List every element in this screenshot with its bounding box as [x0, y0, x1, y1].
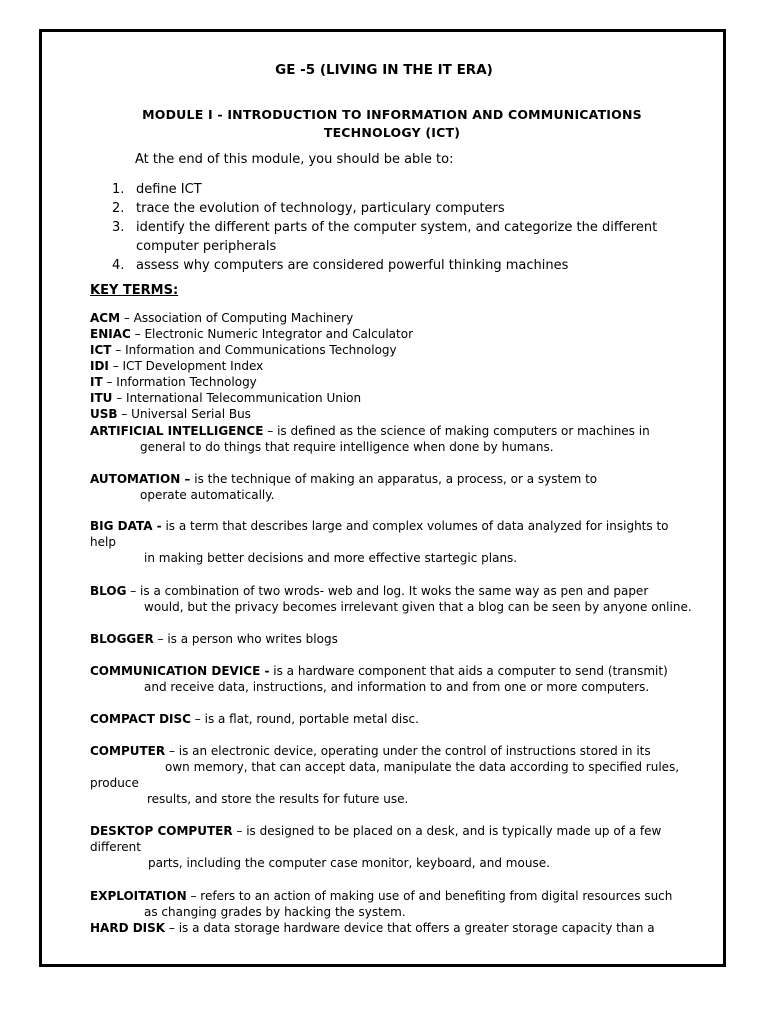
definition-text: is a term that describes large and complex volumes of data analyzed for insights to [161, 519, 669, 533]
definition-desktop-computer [90, 823, 694, 871]
objective-number: 2. [112, 201, 125, 216]
definition-term: COMPUTER [90, 744, 166, 758]
abbreviation-list [90, 310, 413, 422]
definition-text: – is a flat, round, portable metal disc. [190, 712, 419, 726]
definition-text: – refers to an action of making use of and benefiting from digital resources such [186, 889, 673, 903]
definition-text-continued: parts, including the computer case monitor, keyboard, and mouse. [148, 856, 550, 870]
definition-term: AUTOMATION – [90, 472, 191, 486]
definition-text-continued: own memory, that can accept data, manipulate the data according to specified rules, [165, 760, 680, 774]
abbreviation-definition: – International Telecommunication Union [112, 391, 362, 405]
abbreviation-definition: – Electronic Numeric Integrator and Calculator [130, 327, 413, 341]
definition-blogger [90, 631, 694, 647]
definition-text-continued: operate automatically. [140, 488, 275, 502]
definition-term: BIG DATA - [90, 519, 162, 533]
abbreviation-row [90, 374, 413, 390]
objective-text: define ICT [136, 182, 202, 197]
definition-term: COMMUNICATION DEVICE - [90, 664, 270, 678]
module-heading-line-1: MODULE I - INTRODUCTION TO INFORMATION AND COMMUNICATIONS [142, 107, 642, 122]
abbreviation: IDI [90, 359, 109, 373]
definition-term: BLOGGER [90, 632, 154, 646]
objective-text: identify the different parts of the computer system, and categorize the different [136, 220, 658, 235]
objective-item [112, 199, 692, 218]
definition-artificial-intelligence [90, 423, 694, 455]
intro-text: At the end of this module, you should be able to: [135, 152, 454, 167]
objective-item [112, 256, 692, 275]
module-heading [100, 106, 684, 142]
abbreviation-row [90, 390, 413, 406]
definition-text-continued: would, but the privacy becomes irrelevant given that a blog can be seen by anyone online. [144, 600, 692, 614]
objective-number: 3. [112, 220, 125, 235]
objective-item [112, 218, 692, 256]
definition-text-continued: produce [90, 776, 139, 790]
definition-term: DESKTOP COMPUTER [90, 824, 233, 838]
definition-term: EXPLOITATION [90, 889, 187, 903]
definition-text-continued: in making better decisions and more effective startegic plans. [144, 551, 518, 565]
abbreviation-definition: – Association of Computing Machinery [120, 311, 354, 325]
definition-text: – is a person who writes blogs [153, 632, 338, 646]
definition-text: – is a data storage hardware device that offers a greater storage capacity than a [165, 921, 655, 935]
abbreviation-definition: – Information Technology [102, 375, 257, 389]
abbreviation: IT [90, 375, 103, 389]
definition-communication-device [90, 663, 694, 695]
abbreviation-row [90, 406, 413, 422]
definition-compact-disc [90, 711, 694, 727]
definition-text-continued: general to do things that require intelligence when done by humans. [140, 440, 554, 454]
objective-text-continued: computer peripherals [136, 239, 277, 254]
abbreviation: ITU [90, 391, 113, 405]
definition-text: – is defined as the science of making computers or machines in [263, 424, 650, 438]
definition-text-continued: as changing grades by hacking the system. [144, 905, 406, 919]
objective-text: assess why computers are considered powerful thinking machines [136, 258, 569, 273]
abbreviation-row [90, 342, 413, 358]
abbreviation: ICT [90, 343, 112, 357]
definition-term: HARD DISK [90, 921, 166, 935]
objective-item [112, 180, 692, 199]
definition-text-continued: different [90, 840, 141, 854]
definition-computer [90, 743, 694, 807]
abbreviation-row [90, 310, 413, 326]
abbreviation-row [90, 358, 413, 374]
definition-text: – is a combination of two wrods- web and log. It woks the same way as pen and paper [126, 584, 649, 598]
objective-number: 1. [112, 182, 125, 197]
objective-text: trace the evolution of technology, particulary computers [136, 201, 505, 216]
abbreviation: ENIAC [90, 327, 131, 341]
definition-text-continued: help [90, 535, 116, 549]
definition-hard-disk [90, 920, 694, 936]
definition-big-data [90, 518, 694, 566]
definition-exploitation [90, 888, 694, 920]
definition-text-continued: results, and store the results for future use. [147, 792, 409, 806]
definition-term: BLOG [90, 584, 127, 598]
abbreviation-definition: – Universal Serial Bus [117, 407, 251, 421]
module-heading-line-2: TECHNOLOGY (ICT) [323, 125, 461, 140]
definition-text-continued: and receive data, instructions, and information to and from one or more computers. [144, 680, 650, 694]
definition-automation [90, 471, 694, 503]
definition-term: COMPACT DISC [90, 712, 191, 726]
definition-text: is the technique of making an apparatus, a process, or a system to [190, 472, 598, 486]
abbreviation-row [90, 326, 413, 342]
definition-blog [90, 583, 694, 615]
objective-number: 4. [112, 258, 125, 273]
objectives-list [112, 180, 692, 275]
abbreviation-definition: – ICT Development Index [108, 359, 264, 373]
definition-term: ARTIFICIAL INTELLIGENCE [90, 424, 264, 438]
definition-text: – is an electronic device, operating under the control of instructions stored in its [165, 744, 651, 758]
document-title: GE -5 (LIVING IN THE IT ERA) [275, 62, 493, 78]
definition-text: – is designed to be placed on a desk, and is typically made up of a few [232, 824, 662, 838]
abbreviation: USB [90, 407, 118, 421]
key-terms-heading: KEY TERMS: [90, 283, 179, 298]
abbreviation-definition: – Information and Communications Technology [111, 343, 397, 357]
definition-text: is a hardware component that aids a computer to send (transmit) [269, 664, 668, 678]
abbreviation: ACM [90, 311, 121, 325]
